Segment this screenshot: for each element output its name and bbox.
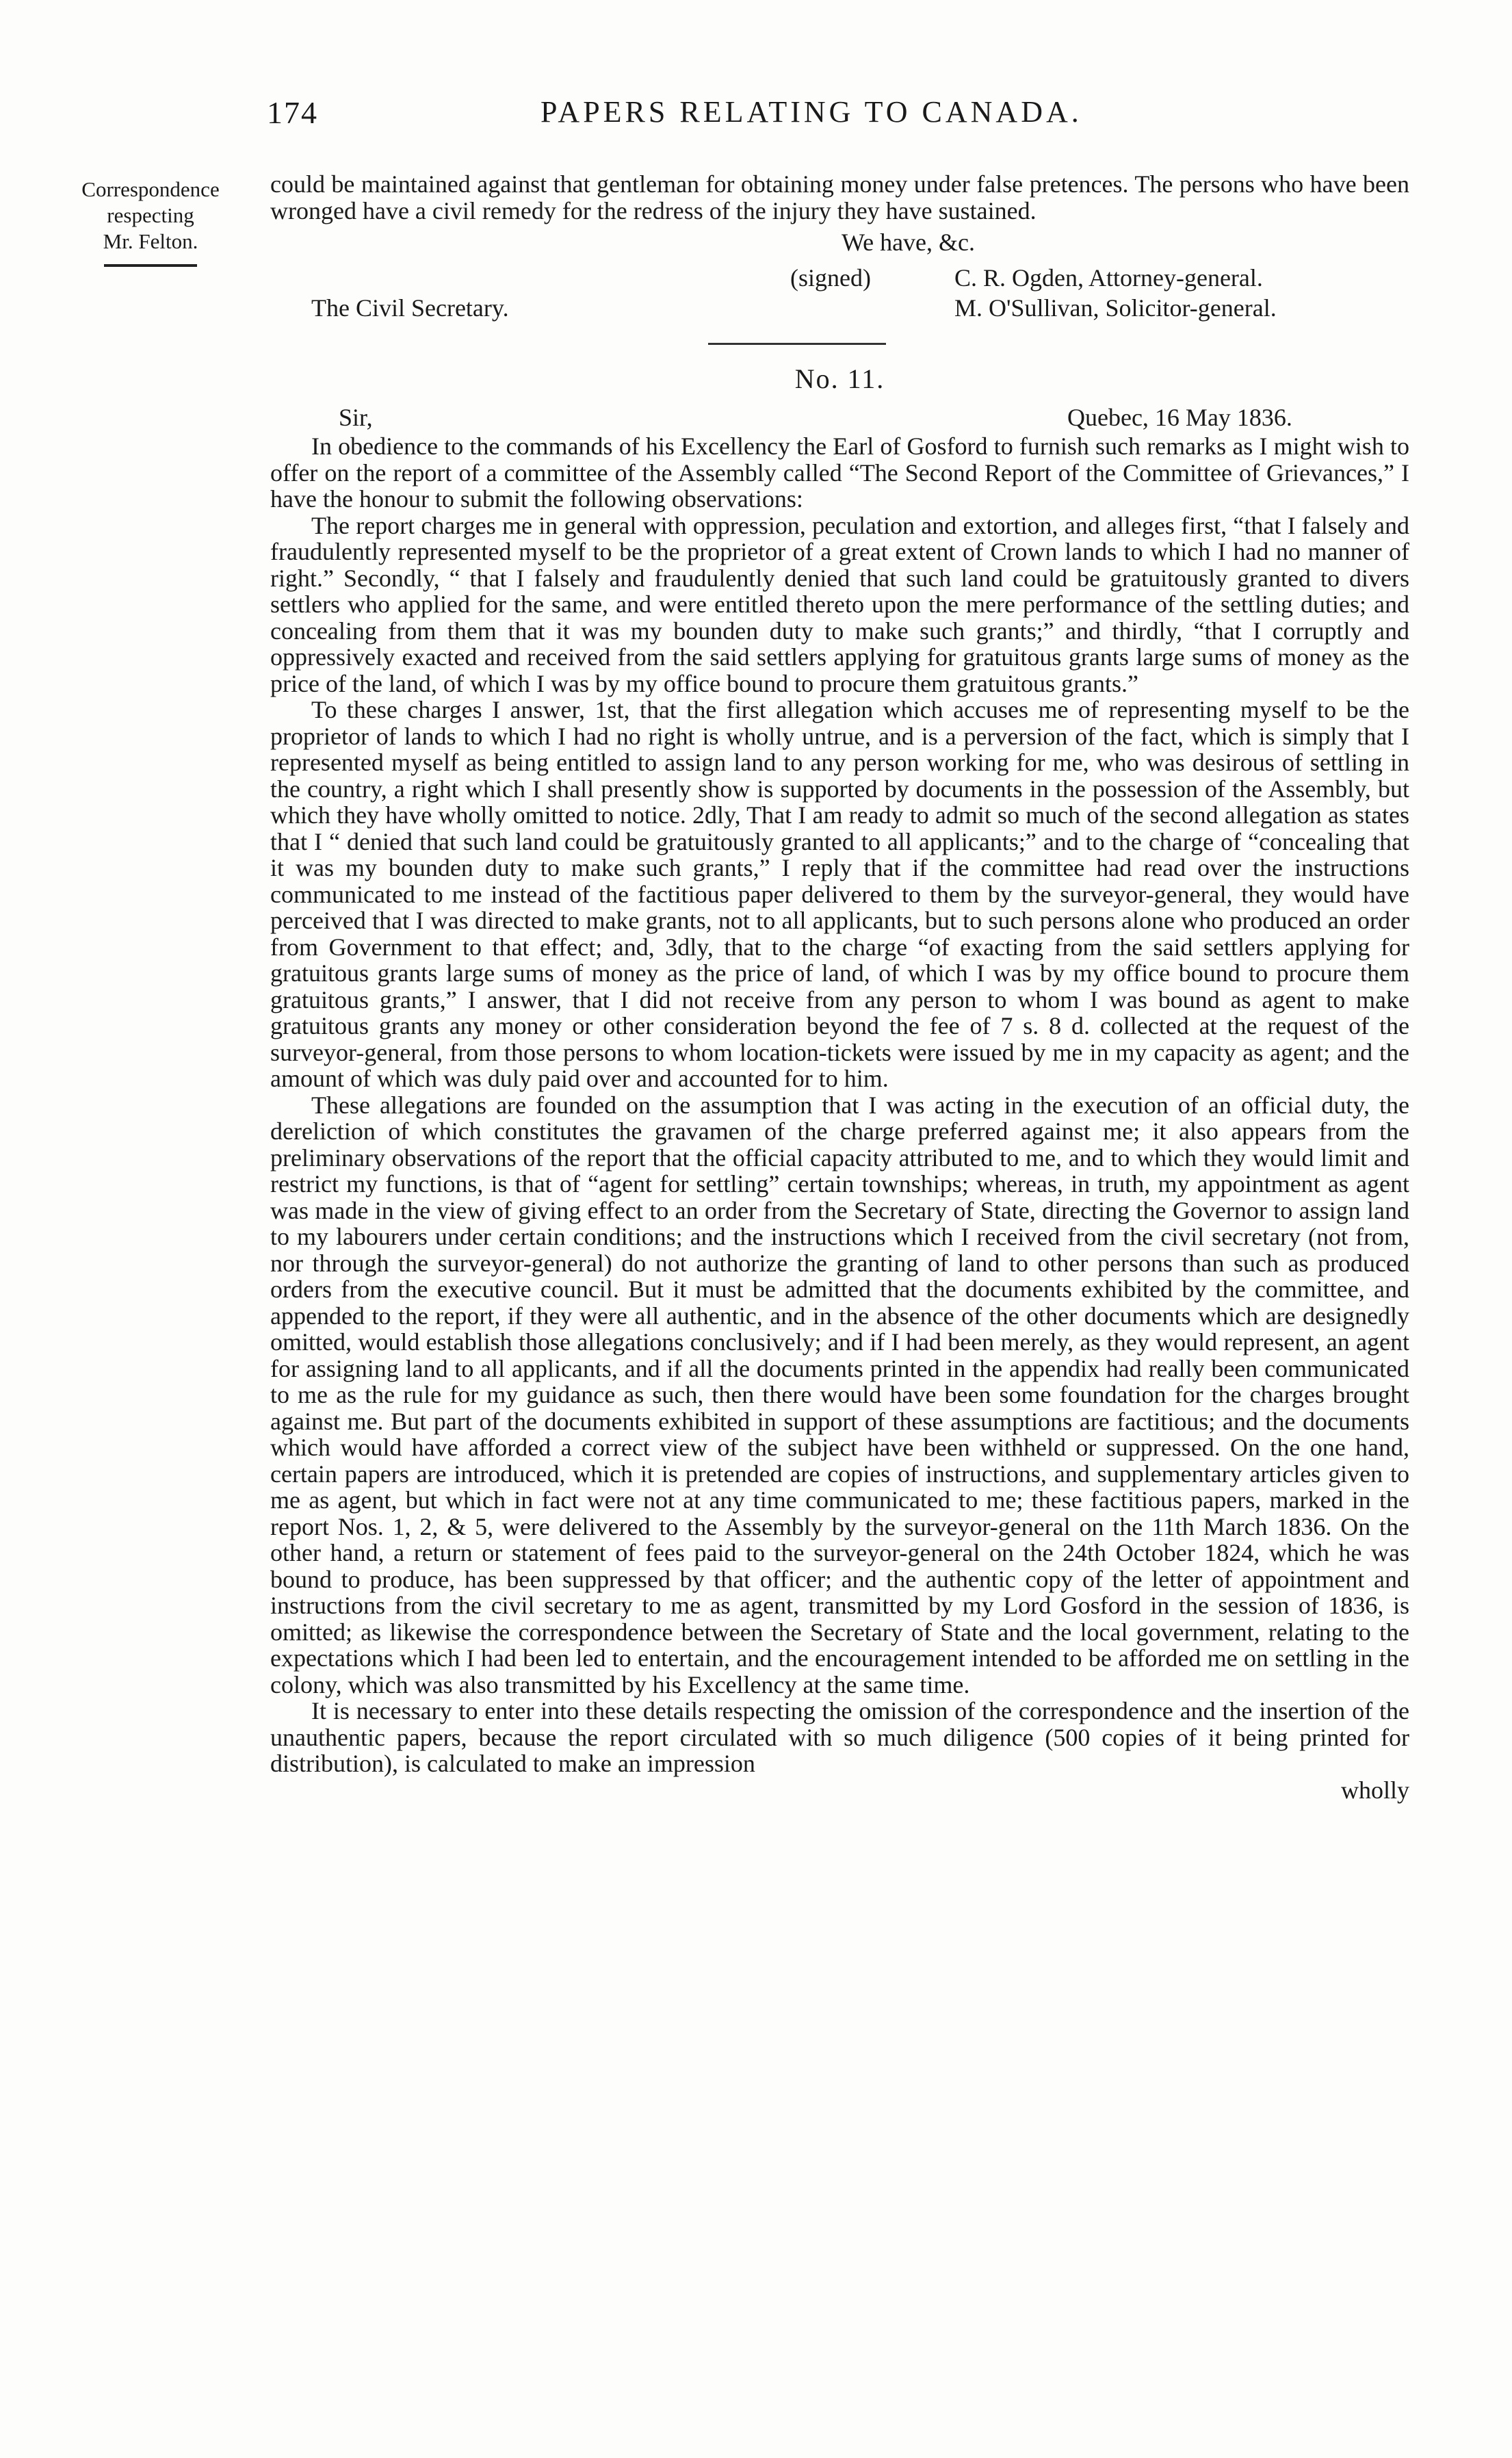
- salutation: Sir,: [339, 404, 373, 431]
- signature-row-1: [270, 263, 1409, 294]
- addressee: The Civil Secretary.: [311, 294, 509, 322]
- page-header: [267, 94, 1389, 135]
- paragraph: These allegations are founded on the assumption that I was acting in the execution of an official duty, the dereliction of which constitutes the gravamen of the charge preferred against me; it also appears from the preliminary observations of the report that the official capacity attributed to me, and to which they would limit and restrict my functions, is that of “agent for settling” certain townships; whereas, in truth, my appointment as agent was made in the view of giving effect to an order from the Secretary of State, directing the Governor to assign land to my labourers under certain conditions; and the instructions which I received from the civil secretary (not from, nor through the surveyor-general) do not authorize the granting of land to other persons than such as produced orders from the executive council. But it must be admitted that the documents exhibited by the committee, and appended to the report, if they were all authentic, and in the absence of the other documents which are designedly omitted, would establish those allegations conclusively; and if I had been merely, as they would represent, an agent for assigning land to all applicants, and if all the documents printed in the appendix had really been communicated to me as the rule for my guidance as such, then there would have been some foundation for the charges brought against me. But part of the documents exhibited in support of these assumptions are factitious; and the documents which would have afforded a correct view of the subject have been withheld or suppressed. On the one hand, certain papers are introduced, which it is pretended are copies of instructions, and supplementary articles given to me as agent, but which in fact were not at any time communicated to me; these factitious papers, marked in the report Nos. 1, 2, & 5, were delivered to the Assembly by the surveyor-general on the 11th March 1836. On the other hand, a return or statement of fees paid to the surveyor-general on the 24th October 1824, which he was bound to produce, has been suppressed by that officer; and the authentic copy of the letter of appointment and instructions from the civil secretary to me as agent, transmitted by my Lord Gosford in the session of 1836, is omitted; as likewise the correspondence between the Secretary of State and the local government, relating to the expectations which I had been led to entertain, and the encouragement intended to be afforded me on settling in the colony, which was also transmitted by his Excellency at the same time.: [270, 1091, 1409, 1698]
- paragraph: The report charges me in general with oppression, peculation and extortion, and alleges first, “that I falsely and fraudulently represented myself to be the proprietor of a great extent of Crown lands to which I had no manner of right.” Secondly, “ that I falsely and fraudulently denied that such land could be gratuitously granted to divers settlers who applied for the same, and were entitled thereto upon the mere performance of the settling duties; and concealing from them that it was my bounden duty to make such grants;” and thirdly, “that I corruptly and oppressively exacted and received from the said settlers applying for gratuitous grants large sums of money as the price of the land, of which I was by my office bound to procure them gratuitous grants.”: [270, 511, 1409, 697]
- signature-row-2: [270, 294, 1409, 324]
- dateline: Quebec, 16 May 1836.: [1067, 404, 1292, 431]
- salutation-row: [270, 403, 1409, 433]
- section-divider: [708, 343, 886, 345]
- signatory-solicitor-general: M. O'Sullivan, Solicitor-general.: [954, 294, 1277, 322]
- body-text: [270, 171, 1409, 1803]
- margin-note-line: Correspondence: [81, 177, 220, 201]
- valediction-row: [270, 228, 1409, 258]
- paragraph: In obedience to the commands of his Excellency the Earl of Gosford to furnish such remarks as I might wish to offer on the report of a committee of the Assembly called “The Second Report of the Committee of Grievances,” I have the honour to submit the following observations:: [270, 432, 1409, 513]
- document-number: No. 11.: [794, 363, 885, 394]
- running-title: PAPERS RELATING TO CANADA.: [540, 95, 1082, 129]
- margin-note-rule: [104, 264, 197, 267]
- paragraph: To these charges I answer, 1st, that the first allegation which accuses me of representing myself to be the proprietor of lands to which I had no right is wholly untrue, and is a perversion of the fact, which is simply that I represented myself as being entitled to assign land to any person working for me, who was desirous of settling in the country, a right which I shall presently show is supported by documents in the possession of the Assembly, but which they have wholly omitted to notice. 2dly, That I am ready to admit so much of the second allegation as states that I “ denied that such land could be gratuitously granted to all applicants;” and to the charge of “concealing that it was my bounden duty to make such grants,” I reply that if the committee had read over the instructions communicated to me instead of the factitious paper delivered to them by the surveyor-general, they would have perceived that I was directed to make grants, not to all applicants, but to such persons alone who produced an order from Government to that effect; and, 3dly, that to the charge “of exacting from the said settlers applying for gratuitous grants large sums of money as the price of land, of which I was by my office bound to procure them gratuitous grants,” I answer, that I did not receive from any person to whom I was bound as agent to make gratuitous grants any money or other consideration beyond the fee of 7 s. 8 d. collected at the request of the surveyor-general, from those persons to whom location-tickets were issued by me in my capacity as agent; and the amount of which was duly paid over and accounted for to him.: [270, 696, 1409, 1092]
- valediction: We have, &c.: [842, 229, 976, 256]
- page-number: 174: [267, 95, 318, 130]
- margin-note-line: Mr. Felton.: [103, 229, 198, 253]
- catchword: wholly: [1340, 1776, 1409, 1804]
- signed-label: (signed): [790, 264, 871, 292]
- paragraph: It is necessary to enter into these details respecting the omission of the correspondence and the insertion of the unauthentic papers, because the report circulated with so much diligence (500 copies of it being printed for distribution), is calculated to make an impression: [270, 1697, 1409, 1777]
- continuation-paragraph: could be maintained against that gentleman for obtaining money under false pretences. The persons who have been wronged have a civil remedy for the redress of the injury they have sustained.: [270, 170, 1409, 224]
- margin-note: [48, 177, 253, 267]
- margin-note-line: respecting: [107, 203, 194, 227]
- signatory-attorney-general: C. R. Ogden, Attorney-general.: [954, 264, 1263, 292]
